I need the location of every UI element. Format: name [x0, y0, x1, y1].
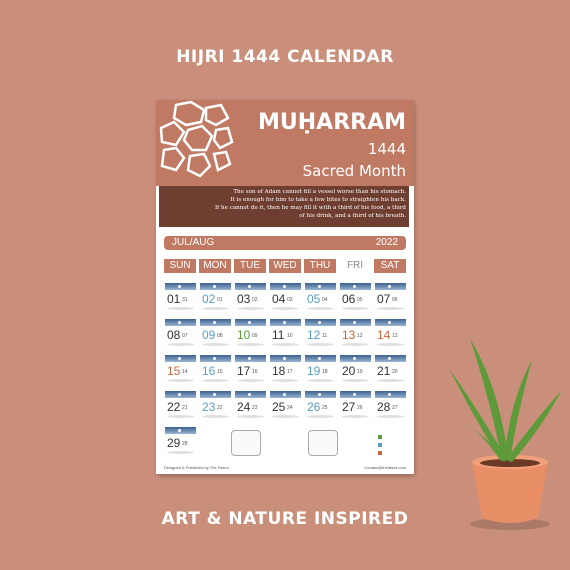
gregorian-date: 24	[287, 405, 293, 411]
moon-phase-icon	[165, 391, 196, 398]
moon-phase-icon	[375, 391, 406, 398]
gregorian-date: 17	[287, 369, 293, 375]
hijri-date: 26	[307, 400, 321, 414]
gregorian-date: 27	[392, 405, 398, 411]
moon-phase-icon	[340, 355, 371, 362]
day-cell	[200, 391, 231, 419]
gregorian-date: 13	[392, 333, 398, 339]
moon-phase-icon	[165, 355, 196, 362]
moon-phase-icon	[270, 283, 301, 290]
moon-phase-icon	[165, 427, 196, 434]
moon-phase-icon	[340, 319, 371, 326]
moon-phase-icon	[305, 355, 336, 362]
hijri-date: 22	[167, 400, 181, 414]
cell-shadow	[167, 307, 194, 310]
cell-shadow	[377, 343, 404, 346]
hijri-date: 20	[342, 364, 356, 378]
hijri-date: 13	[342, 328, 356, 342]
gregorian-date: 15	[217, 369, 223, 375]
cell-shadow	[342, 379, 369, 382]
hijri-date: 10	[237, 328, 251, 342]
gregorian-year: 2022	[375, 237, 398, 248]
gregorian-date: 18	[322, 369, 328, 375]
legend	[378, 434, 384, 458]
footer-credit: Designed & Published by The Fasmi	[164, 465, 229, 470]
moon-phase-icon	[165, 319, 196, 326]
gregorian-date: 12	[357, 333, 363, 339]
day-cell	[340, 319, 371, 347]
hijri-date: 18	[272, 364, 286, 378]
weekday-thu: THU	[304, 259, 336, 273]
cell-shadow	[202, 415, 229, 418]
gregorian-months: JUL/AUG	[172, 237, 215, 248]
cell-shadow	[167, 415, 194, 418]
cell-shadow	[167, 451, 194, 454]
hijri-date: 19	[307, 364, 321, 378]
banner-subtitle: ART & NATURE INSPIRED	[161, 509, 409, 529]
hijri-date: 11	[272, 328, 285, 342]
plant-leaves-icon	[440, 330, 570, 465]
moon-phase-icon	[235, 355, 266, 362]
cell-shadow	[237, 307, 264, 310]
hijri-year: 1444	[367, 140, 406, 158]
cell-shadow	[237, 379, 264, 382]
moon-phase-icon	[165, 283, 196, 290]
day-cell	[305, 283, 336, 311]
gregorian-date: 03	[287, 297, 293, 303]
hijri-date: 24	[237, 400, 251, 414]
hijri-date: 05	[307, 292, 321, 306]
hijri-date: 04	[272, 292, 286, 306]
day-cell	[270, 283, 301, 311]
day-cell	[270, 355, 301, 383]
gregorian-date: 28	[182, 441, 188, 447]
day-cell	[375, 283, 406, 311]
hijri-date: 23	[202, 400, 216, 414]
hijri-date: 28	[377, 400, 391, 414]
calendar-card	[156, 100, 414, 474]
hijri-date: 16	[202, 364, 216, 378]
gregorian-date: 23	[252, 405, 258, 411]
hijri-date: 17	[237, 364, 251, 378]
moon-phase-icon	[305, 391, 336, 398]
cell-shadow	[377, 307, 404, 310]
gregorian-date: 10	[287, 333, 293, 339]
hijri-date: 03	[237, 292, 251, 306]
gregorian-date: 02	[252, 297, 258, 303]
cell-shadow	[377, 415, 404, 418]
gregorian-date: 25	[322, 405, 328, 411]
gregorian-date: 08	[217, 333, 223, 339]
cell-shadow	[272, 379, 299, 382]
moon-phase-icon	[270, 319, 301, 326]
hijri-month-title: MUḤARRAM	[258, 110, 406, 135]
quote-line: If he cannot do it, then he may fill it with a third of his food, a third	[214, 205, 406, 211]
moon-phase-icon	[200, 319, 231, 326]
day-cell	[340, 283, 371, 311]
day-cell	[165, 427, 196, 455]
cell-shadow	[202, 343, 229, 346]
cell-shadow	[307, 307, 334, 310]
moon-phase-icon	[375, 283, 406, 290]
cell-shadow	[342, 343, 369, 346]
hijri-date: 14	[377, 328, 391, 342]
gregorian-date: 21	[182, 405, 188, 411]
gregorian-date: 05	[357, 297, 363, 303]
footer-contact: Contact@thefasmi.com	[364, 465, 406, 470]
hijri-date: 15	[167, 364, 181, 378]
hadith-quote	[159, 186, 409, 227]
moon-phase-icon	[235, 391, 266, 398]
day-cell	[235, 391, 266, 419]
weekday-header	[164, 259, 406, 273]
day-cell	[200, 283, 231, 311]
cell-shadow	[272, 343, 299, 346]
gregorian-month-bar	[164, 236, 406, 250]
cell-shadow	[307, 415, 334, 418]
day-cell	[165, 319, 196, 347]
moon-phase-icon	[235, 319, 266, 326]
gregorian-date: 01	[217, 297, 223, 303]
banner-title: HIJRI 1444 CALENDAR	[176, 47, 394, 67]
weekday-sat: SAT	[374, 259, 406, 273]
cell-shadow	[167, 379, 194, 382]
quote-line: of his drink, and a third of his breath.	[299, 213, 406, 219]
moon-phase-icon	[200, 283, 231, 290]
day-cell	[270, 391, 301, 419]
day-cell	[235, 283, 266, 311]
calendar-header	[156, 100, 414, 186]
day-cell	[235, 355, 266, 383]
moon-phase-icon	[375, 355, 406, 362]
day-cell	[235, 319, 266, 347]
moon-phase-icon	[305, 319, 336, 326]
month-subtitle: Sacred Month	[302, 162, 406, 180]
day-cell	[200, 319, 231, 347]
cell-shadow	[272, 415, 299, 418]
day-cell	[305, 319, 336, 347]
moon-phase-icon	[200, 355, 231, 362]
day-cell	[165, 283, 196, 311]
cell-shadow	[342, 415, 369, 418]
day-cell	[165, 355, 196, 383]
gregorian-date: 22	[217, 405, 223, 411]
hijri-date: 07	[377, 292, 391, 306]
gregorian-date: 20	[392, 369, 398, 375]
gregorian-date: 09	[252, 333, 258, 339]
weekday-tue: TUE	[234, 259, 266, 273]
gregorian-date: 11	[322, 333, 328, 339]
hijri-date: 27	[342, 400, 356, 414]
moon-phase-icon	[305, 283, 336, 290]
gregorian-date: 14	[182, 369, 188, 375]
moon-phase-icon	[270, 391, 301, 398]
hijri-date: 29	[167, 436, 181, 450]
moon-phase-icon	[235, 283, 266, 290]
moon-phase-icon	[340, 283, 371, 290]
day-cell	[270, 319, 301, 347]
hijri-date: 25	[272, 400, 286, 414]
day-cell	[340, 355, 371, 383]
moon-phase-icon	[200, 391, 231, 398]
day-cell	[305, 355, 336, 383]
hijri-date: 21	[377, 364, 391, 378]
hijri-date: 01	[167, 292, 181, 306]
cell-shadow	[202, 307, 229, 310]
gregorian-date: 04	[322, 297, 328, 303]
weekday-mon: MON	[199, 259, 231, 273]
cell-shadow	[307, 379, 334, 382]
day-cell	[165, 391, 196, 419]
cell-shadow	[342, 307, 369, 310]
gregorian-date: 19	[357, 369, 363, 375]
weekday-sun: SUN	[164, 259, 196, 273]
gregorian-date: 16	[252, 369, 258, 375]
weekday-wed: WED	[269, 259, 301, 273]
hijri-date: 08	[167, 328, 181, 342]
cell-shadow	[167, 343, 194, 346]
cell-shadow	[202, 379, 229, 382]
day-cell	[375, 391, 406, 419]
hijri-date: 09	[202, 328, 216, 342]
cell-shadow	[237, 415, 264, 418]
moon-phase-icon	[270, 355, 301, 362]
quote-line: It is enough for him to take a few bites to straighten his back.	[230, 197, 406, 203]
gregorian-date: 31	[182, 297, 188, 303]
hijri-date: 12	[307, 328, 321, 342]
day-cell	[340, 391, 371, 419]
day-cell	[375, 355, 406, 383]
hijri-date: 02	[202, 292, 216, 306]
gregorian-date: 07	[182, 333, 188, 339]
quote-line: The son of Adam cannot fill a vessel worse than his stomach.	[233, 189, 406, 195]
note-box	[308, 430, 338, 456]
moon-phase-icon	[340, 391, 371, 398]
day-cell	[375, 319, 406, 347]
gregorian-date: 26	[357, 405, 363, 411]
cell-shadow	[307, 343, 334, 346]
cell-shadow	[377, 379, 404, 382]
day-cell	[200, 355, 231, 383]
cell-shadow	[272, 307, 299, 310]
hijri-date: 06	[342, 292, 356, 306]
note-box	[231, 430, 261, 456]
cell-shadow	[237, 343, 264, 346]
weekday-fri: FRI	[339, 259, 371, 273]
moon-phase-icon	[375, 319, 406, 326]
day-cell	[305, 391, 336, 419]
gregorian-date: 06	[392, 297, 398, 303]
geometric-pattern-icon	[156, 100, 236, 180]
